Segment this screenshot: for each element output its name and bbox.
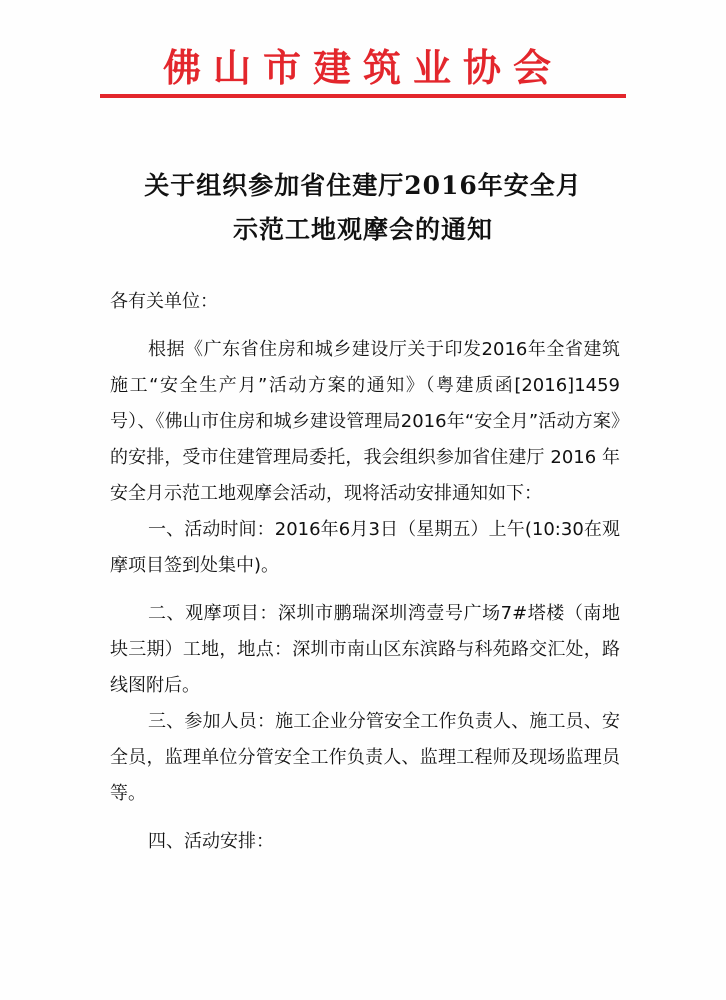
letterhead-org-name: 佛山市建筑业协会 (162, 45, 563, 90)
item-activity-time: 一、活动时间：2016年6月3日（星期五）上午(10:30在观摩项目签到处集中)。 (110, 519, 620, 576)
item-observation-project: 二、观摩项目：深圳市鹏瑞深圳湾壹号广场7#塔楼（南地块三期）工地，地点：深圳市南山区东滨路与科苑路交汇处，路线图附后。 (110, 603, 620, 696)
document-title-line-2: 示范工地观摩会的通知 (232, 215, 493, 244)
document-title-line-1: 关于组织参加省住建厅2016年安全月 (144, 171, 582, 200)
item-participants: 三、参加人员：施工企业分管安全工作负责人、施工员、安全员，监理单位分管安全工作负责人、监理工程师及现场监理员等。 (110, 711, 620, 804)
intro-paragraph: 根据《广东省住房和城乡建设厅关于印发2016年全省建筑施工“安全生产月”活动方案的通知》（粤建质函[2016]1459号）、《佛山市住房和城乡建设管理局2016年“安全月”活动方案》的安排，受市住建管理局委托，我会组织参加省住建厅 2016 年安全月示范工地观摩会活动，现将活动安排通知如下： (110, 339, 620, 504)
item-activity-arrangement: 四、活动安排： (148, 831, 274, 852)
document-body (110, 284, 620, 860)
letterhead-red-rule (100, 94, 626, 98)
salutation: 各有关单位： (110, 291, 218, 312)
